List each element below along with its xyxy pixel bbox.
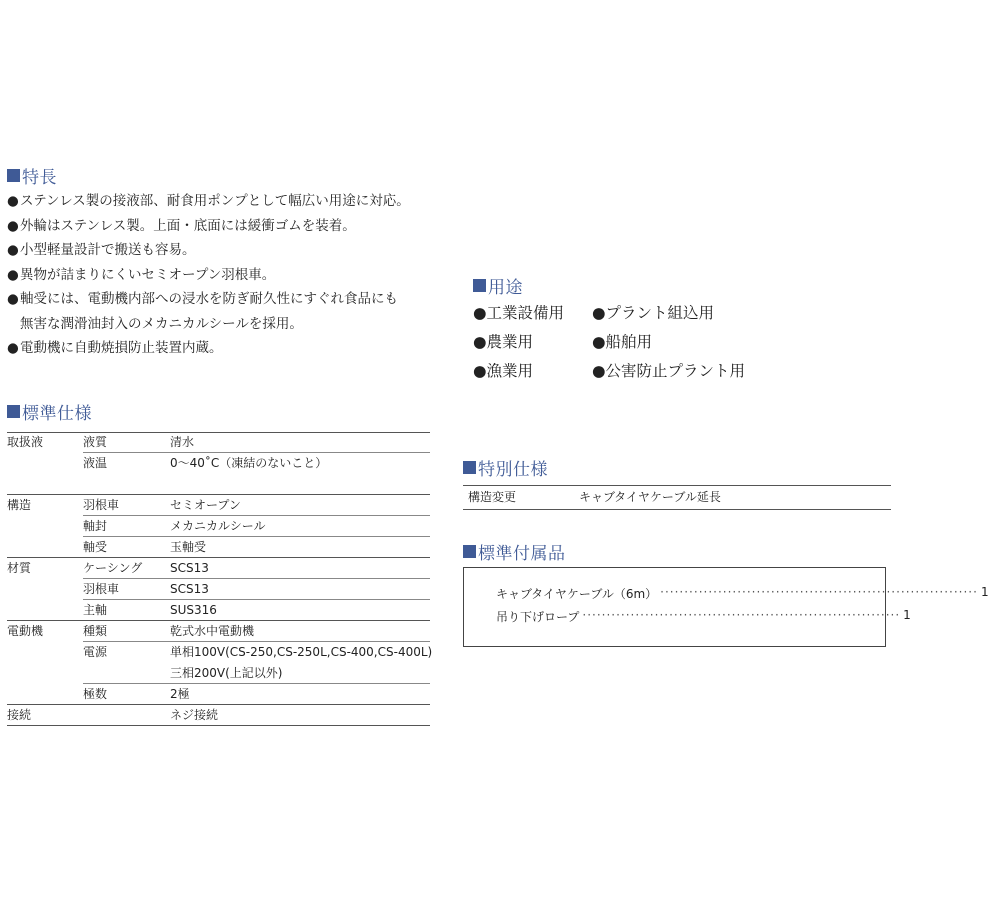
standard-spec-heading: 標準仕様 (7, 399, 92, 424)
usage-heading: 用途 (473, 273, 523, 298)
spec-category: 電動機 (7, 624, 44, 638)
feature-text: ステンレス製の接液部、耐食用ポンプとして幅広い用途に対応。 (20, 193, 410, 209)
accessory-qty: 1 (903, 608, 911, 622)
square-bullet-icon (463, 461, 476, 474)
table-row (7, 642, 433, 663)
spec-value: 単相100V(CS-250,CS-250L,CS-400,CS-400L) (170, 645, 433, 659)
spec-item: 種類 (83, 624, 108, 638)
spec-item: 軸受 (83, 540, 108, 554)
table-row (7, 453, 430, 474)
square-bullet-icon (7, 405, 20, 418)
spec-category: 構造 (7, 498, 32, 512)
table-rule (7, 725, 430, 726)
feature-item (7, 287, 410, 312)
usage-item: ●プラント組込用 (592, 303, 715, 322)
spec-item: 羽根車 (83, 498, 120, 512)
feature-item (7, 214, 410, 239)
feature-text: 外輪はステンレス製。上面・底面には緩衝ゴムを装着。 (20, 217, 356, 234)
spec-item: 羽根車 (83, 582, 120, 596)
table-row (7, 600, 430, 621)
spec-value: 玉軸受 (170, 540, 207, 554)
spec-value: セミオープン (170, 498, 241, 512)
spec-item: 主軸 (83, 603, 108, 617)
feature-item (7, 189, 410, 214)
spec-value: SCS13 (170, 561, 209, 575)
table-row (7, 684, 430, 705)
usage-item: ●船舶用 (592, 332, 653, 351)
accessory-name: 吊り下げロープ (496, 610, 580, 624)
spec-value: 清水 (170, 435, 195, 449)
spec-value: ネジ接続 (170, 708, 219, 722)
spec-value: 2極 (170, 687, 190, 701)
spec-value: SUS316 (170, 603, 217, 617)
spec-value: メカニカルシール (170, 519, 266, 533)
table-row (7, 621, 430, 642)
spec-category: 材質 (7, 561, 32, 575)
bullet-icon: ● (7, 217, 19, 234)
spec-item: 液質 (83, 435, 108, 449)
accessory-name: キャブタイヤケーブル（6m） (496, 587, 658, 601)
spec-category: 取扱液 (7, 435, 44, 449)
feature-text: 軸受には、電動機内部への浸水を防ぎ耐久性にすぐれ食品にも (20, 291, 398, 307)
feature-item (7, 238, 410, 263)
spec-item: 極数 (83, 687, 108, 701)
spec-value: SCS13 (170, 582, 209, 596)
special-spec-heading: 特別仕様 (463, 455, 548, 480)
accessories-box (463, 567, 989, 647)
square-bullet-icon (473, 279, 486, 292)
square-bullet-icon (463, 545, 476, 558)
usage-list (473, 297, 746, 384)
table-row (7, 537, 430, 558)
usage-item: ●工業設備用 (473, 303, 565, 322)
standard-spec-table (7, 432, 433, 726)
table-row (7, 705, 430, 726)
bullet-icon: ● (7, 291, 19, 307)
spec-value: 乾式水中電動機 (170, 624, 255, 638)
feature-text: 無害な潤滑油封入のメカニカルシールを採用。 (20, 315, 303, 332)
special-spec-table (463, 485, 891, 510)
square-bullet-icon (7, 169, 20, 182)
table-row (7, 516, 430, 537)
spec-value: 0〜40˚C（凍結のないこと） (170, 456, 328, 470)
table-row (7, 579, 430, 600)
accessory-item (496, 585, 989, 602)
accessory-qty: 1 (980, 585, 989, 599)
accessories-heading: 標準付属品 (463, 539, 566, 564)
special-spec-value: キャブタイヤケーブル延長 (579, 490, 721, 504)
leader-dots: ·································································· (660, 585, 978, 599)
bullet-icon: ● (7, 266, 19, 283)
table-row (7, 495, 430, 516)
usage-row (473, 297, 715, 326)
bullet-icon: ● (7, 242, 19, 258)
usage-item: ●公害防止プラント用 (592, 361, 746, 380)
usage-item: ●漁業用 (473, 361, 534, 380)
bullet-icon: ● (7, 193, 19, 209)
leader-dots: ·································································· (582, 608, 901, 622)
usage-row (473, 355, 746, 384)
table-row (7, 558, 430, 579)
table-row (7, 432, 430, 453)
features-list (7, 189, 410, 361)
accessory-item (496, 608, 911, 625)
feature-item (7, 263, 410, 288)
feature-text: 電動機に自動焼損防止装置内蔵。 (20, 340, 223, 356)
feature-text: 異物が詰まりにくいセミオープン羽根車。 (20, 266, 276, 283)
spec-item: 軸封 (83, 519, 108, 533)
spec-item: 液温 (83, 456, 108, 470)
spec-item: 電源 (83, 645, 108, 659)
usage-item: ●農業用 (473, 332, 534, 351)
feature-item (7, 336, 410, 361)
feature-item (7, 312, 410, 337)
usage-row (473, 326, 711, 355)
spec-value: 三相200V(上記以外) (170, 666, 283, 680)
features-heading: 特長 (7, 163, 57, 188)
table-row (7, 663, 430, 684)
spec-category: 接続 (7, 708, 32, 722)
special-spec-key: 構造変更 (468, 490, 517, 504)
feature-text: 小型軽量設計で搬送も容易。 (20, 242, 196, 258)
spec-item: ケーシング (83, 561, 143, 575)
bullet-icon: ● (7, 340, 19, 356)
table-row (7, 474, 430, 495)
